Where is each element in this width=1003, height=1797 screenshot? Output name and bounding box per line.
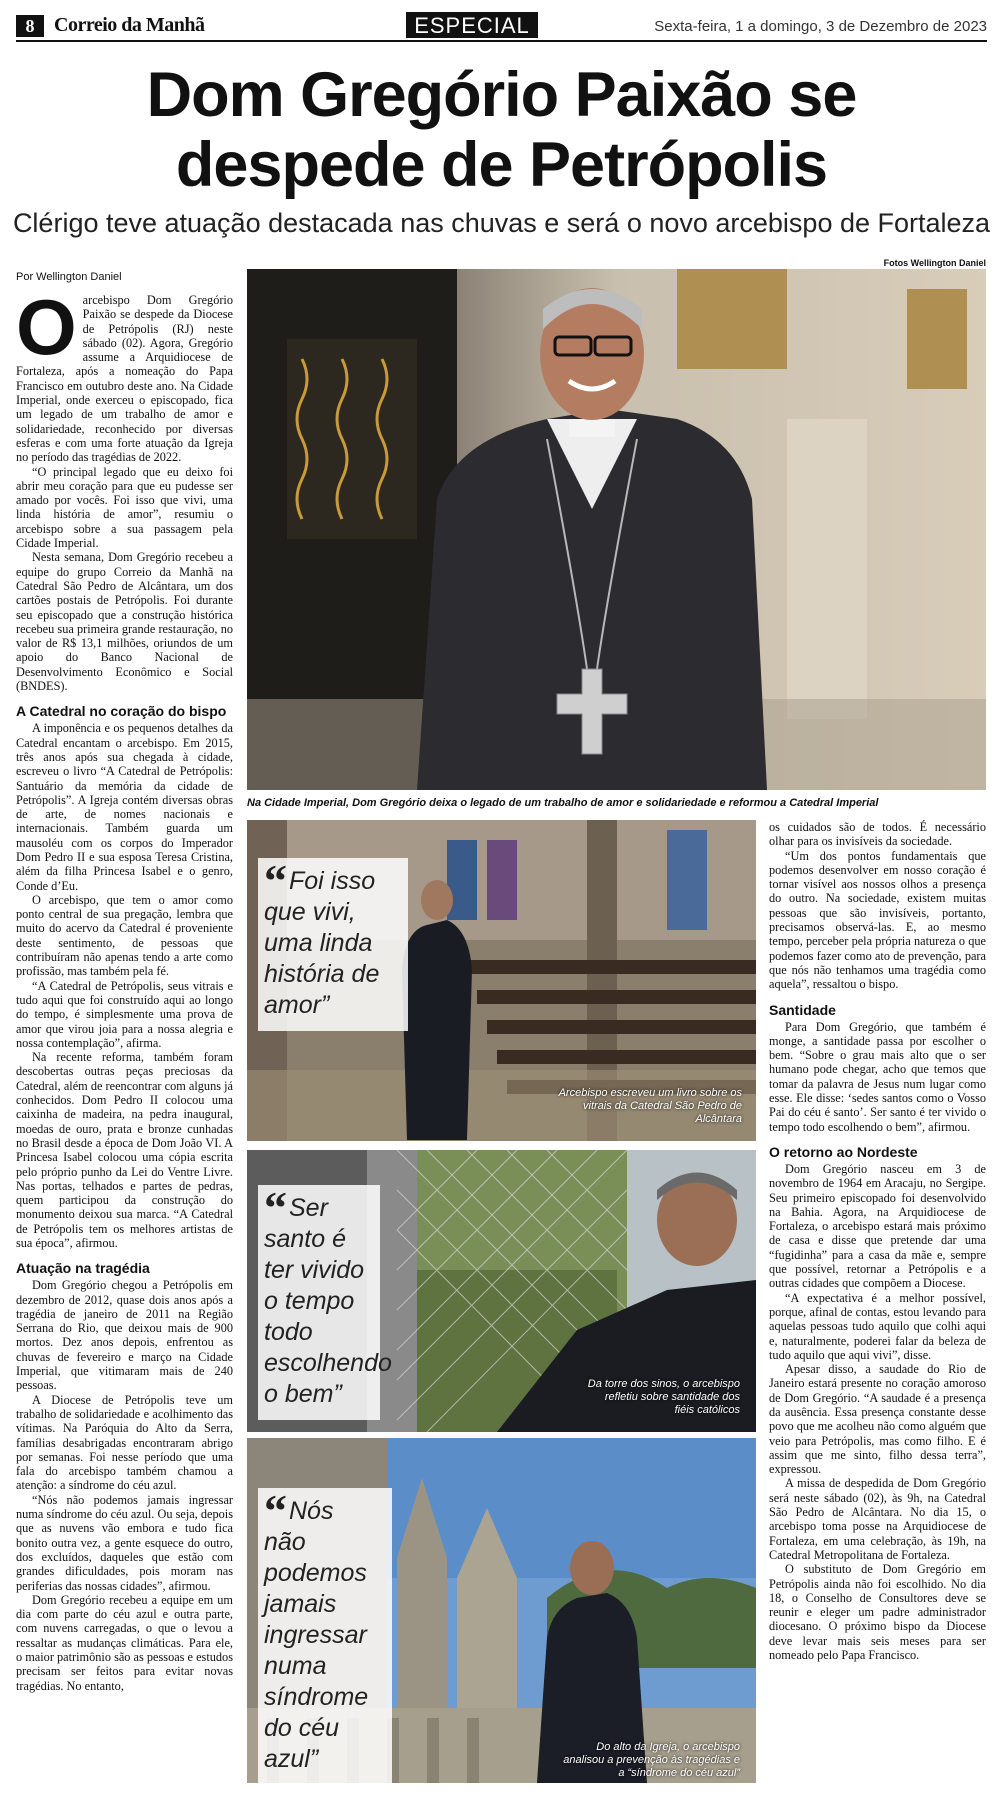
subheading: Santidade (769, 1001, 836, 1018)
subheading: O retorno ao Nordeste (769, 1143, 918, 1160)
lead-paragraph: Oarcebispo Dom Gregório Paixão se despede da Diocese de Petrópolis (RJ) neste sábado (02). Agora, Gregório assume a Arquidiocese de Fortaleza, após a nomeação do Papa Francisco em outubro deste ano. Na Cidade Imperial, onde exerceu o episcopado, fica um legado de um trabalho de amor e solidariedade, reconhecido por diversas esferas e com uma forte atuação da Igreja no período das tragédias de 2022. (16, 283, 233, 465)
pull-quote-3: “ Nós não podemos jamais ingressar numa síndrome do céu azul” (258, 1488, 392, 1785)
quote-mark-icon: “ (264, 1485, 287, 1536)
pull-quote-2: “ Ser santo é ter vivido o tempo todo escolhendo o bem” (258, 1185, 380, 1420)
subheadline: Clérigo teve atuação destacada nas chuvas e será o novo arcebispo de Fortaleza (12, 208, 991, 238)
paragraph: “Um dos pontos fundamentais que podemos desenvolver em nosso coração é tornar visível aos nossos olhos a presença do outro. Na sociedade, existem muitas pessoas que são invisíveis, portanto, precisamos observá-las. E, ao mesmo tempo, perceber pela própria natureza o que podemos fazer como ato de prevenção, para que nós não tenhamos uma tragédia como aquela”, ressaltou o bispo. (769, 848, 986, 992)
paragraph: os cuidados são de todos. É necessário olhar para os invisíveis da sociedade. (769, 820, 986, 849)
article-column-3 (769, 820, 986, 1662)
quote-mark-icon: “ (264, 855, 287, 906)
headline-line-1: Dom Gregório Paixão se (146, 60, 857, 130)
paragraph: Na recente reforma, também foram descobertas outras peças preciosas da Catedral, além de reencontrar com alguns já conhecidos. Dom Pedro II colocou uma caixinha de madeira, na pedra inaugural, moedas de ouro, prata e bronze cunhadas no Brasil desde a época de Dom João VI. A Princesa Isabel colocou uma cópia escrita pelo próprio punho da Lei do Ventre Livre. Nas portas, telhados e partes de pedras, quem participou da construção do monumento deixou sua marca. “A Catedral de Petrópolis tem os melhores artistas de sua época”, afirmou. (16, 1050, 233, 1250)
subheading: Atuação na tragédia (16, 1260, 150, 1277)
page-number: 8 (16, 15, 44, 37)
paragraph: “A Catedral de Petrópolis, seus vitrais e tudo aqui que foi construído aqui ao longo do tempo, é simplesmente uma prova de amor que virou joia para a nossa alegria e nossa contemplação”, afirma. (16, 978, 233, 1050)
page-header (16, 14, 987, 42)
main-photo-caption: Na Cidade Imperial, Dom Gregório deixa o legado de um trabalho de amor e solidariedade e reformou a Catedral Imperial (247, 797, 879, 809)
section-label: ESPECIAL (406, 12, 538, 38)
paragraph: Dom Gregório nasceu em 3 de novembro de 1964 em Aracaju, no Sergipe. Seu primeiro episcopado foi desenvolvido na Bahia. Agora, na Arquidiocese de Fortaleza, o arcebispo estará mais próximo de casa e disse que pretende dar uma “fugidinha” para a casa da mãe e, sempre que possível, retornar a Petrópolis e a outras cidades que compõem a Diocese. (769, 1161, 986, 1291)
pull-quote-1: “ Foi isso que vivi, uma linda história de amor” (258, 858, 408, 1031)
photo-caption-2: Da torre dos sinos, o arcebispo refletiu sobre santidade dos fiéis católicos (587, 1378, 740, 1416)
paragraph: A Diocese de Petrópolis teve um trabalho de solidariedade e acolhimento das vítimas. Na Paróquia do Alto da Serra, famílias desabrigadas encontraram abrigo por semanas. Foi nesse período que uma fala do arcebispo também chamou a atenção: a síndrome do céu azul. (16, 1392, 233, 1493)
paragraph: O arcebispo, que tem o amor como ponto central de sua pregação, lembra que muito do acervo da Catedral é proveniente deste sentimento, de pessoas que contribuíram não apenas tendo a arte como profissão, mas também pela fé. (16, 892, 233, 979)
paragraph: Nesta semana, Dom Gregório recebeu a equipe do grupo Correio da Manhã na Catedral São Pedro de Alcântara, um dos cartões postais de Petrópolis. Foi durante seu episcopado que a construção histórica recebeu sua primeira grande restauração, no valor de R$ 13,1 milhões, oriundos de um apoio do Banco Nacional de Desenvolvimento Econômico e Social (BNDES). (16, 550, 233, 694)
main-photo (247, 269, 986, 790)
photo-caption-1: Arcebispo escreveu um livro sobre os vitrais da Catedral São Pedro de Alcântara (558, 1087, 742, 1125)
paragraph: “Nós não podemos jamais ingressar numa síndrome do céu azul. Ou seja, depois que as nuvens vão embora e tudo fica bonito outra vez, a gente esquece do outro, dos excluídos, daqueles que estão com grandes dificuldades, pois moram nas periferias das nossas cidades”, afirmou. (16, 1492, 233, 1593)
byline: Por Wellington Daniel (16, 271, 122, 283)
quote-mark-icon: “ (264, 1182, 287, 1233)
newspaper-name: Correio da Manhã (54, 14, 205, 36)
paragraph: “O principal legado que eu deixo foi abrir meu coração para que eu pudesse ser amado por vocês. Foi isso que vivi, uma linda história de amor”, resumiu o arcebispo sobre a sua passagem pela Cidade Imperial. (16, 464, 233, 551)
drop-cap: O (16, 283, 77, 371)
paragraph: A imponência e os pequenos detalhes da Catedral encantam o arcebispo. Em 2015, três anos após sua chegada à cidade, escreveu o livro “A Catedral de Petrópolis: Santuário da memória da cidade de Petrópolis”. A Igreja contém diversas obras de arte, de nomes nacionais e internacionais. Também guarda um mausoléu com os corpos do Imperador Dom Pedro II e sua esposa Teresa Cristina, além da filha Princesa Isabel e o genro, Conde d’Eu. (16, 721, 233, 893)
headline-line-2: despede de Petrópolis (175, 130, 828, 200)
paragraph: O substituto de Dom Gregório em Petrópolis ainda não foi escolhido. No dia 18, o Conselho de Consultores deve se reunir e eleger um padre administrador diocesano. O próximo bispo da Diocese deve levar mais seis meses para ser nomeado pelo Papa Francisco. (769, 1562, 986, 1663)
issue-date: Sexta-feira, 1 a domingo, 3 de Dezembro de 2023 (654, 18, 987, 35)
photo-caption-3: Do alto da Igreja, o arcebispo analisou a prevenção às tragédias e a “síndrome do céu azul” (563, 1741, 740, 1779)
photo-credit: Fotos Wellington Daniel (883, 258, 986, 268)
paragraph: Dom Gregório recebeu a equipe em um dia com parte do céu azul e outra parte, com nuvens carregadas, o que o levou a ressaltar as mudanças climáticas. Para ele, o maior patrimônio são as pessoas e estudos precisam ser feitos para evitar novas tragédias. No entanto, (16, 1592, 233, 1693)
paragraph: Para Dom Gregório, que também é monge, a santidade passa por escolher o bem. “Sobre o grau mais alto que o ser humano pode chegar, acho que temos que tomar da palavra de Jesus num lugar como esse. Ele disse: ‘sedes santos como o Vosso Pai do céu é santo’. Ser santo é ter vivido o tempo todo escolhendo o bem”, afirmou. (769, 1019, 986, 1134)
paragraph: Apesar disso, a saudade do Rio de Janeiro estará presente no coração amoroso de Dom Gregório. “A saudade é a presença da ausência. Essa presença constante desse povo que me acolheu não como alguém que veio para Petrópolis, mas como filho. E é assim que me sinto, filho dessa terra”, expressou. (769, 1362, 986, 1477)
headline (0, 60, 1003, 200)
subheading: A Catedral no coração do bispo (16, 703, 227, 720)
article-column-1 (16, 283, 233, 1693)
paragraph: A missa de despedida de Dom Gregório será neste sábado (02), às 9h, na Catedral São Pedro de Alcântara. No dia 15, o arcebispo toma posse na Arquidiocese de Fortaleza, em uma celebração, às 19h, na Catedral Metropolitana de Fortaleza. (769, 1476, 986, 1562)
paragraph: Dom Gregório chegou a Petrópolis em dezembro de 2012, quase dois anos após a tragédia de janeiro de 2011 na Região Serrana do Rio, que deixou mais de 900 mortos. Dez anos depois, enfrentou as chuvas de fevereiro e março na Cidade Imperial, que vitimaram mais de 240 pessoas. (16, 1278, 233, 1393)
paragraph: “A expectativa é a melhor possível, porque, afinal de contas, estou levando para aquelas pessoas tudo aquilo que colhi aqui e, naturalmente, poderei falar da beleza de tudo aquilo que aqui vivi”, disse. (769, 1290, 986, 1362)
